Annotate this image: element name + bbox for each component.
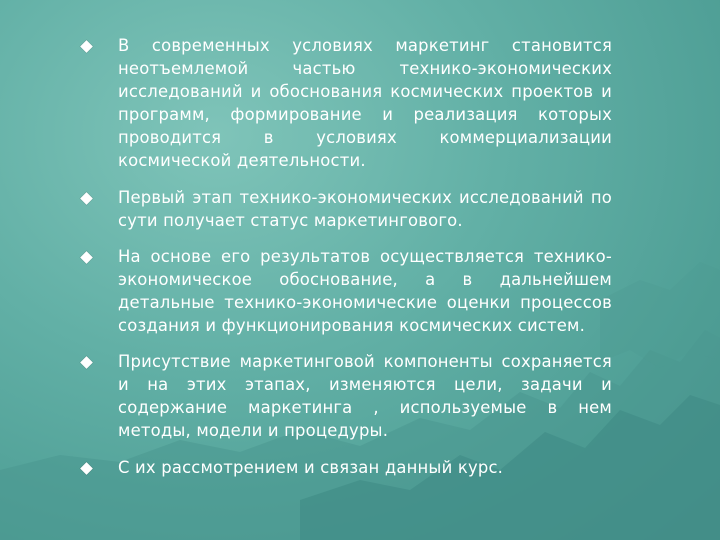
list-item [88,350,612,442]
bullet-text: Первый этап технико-экономических исследований по сути получает статус маркетингового. [118,187,612,230]
list-item [88,456,612,479]
bullet-text: В современных условиях маркетинг становится неотъемлемой частью технико-экономических исследований и обоснования космических проектов и программ, формирование и реализация которых проводится в условиях коммерциализации космической деятельности. [118,36,612,171]
bullet-text: Присутствие маркетинговой компоненты сохраняется и на этих этапах, изменяются цели, задачи и содержание маркетинга , используемые в нем методы, модели и процедуры. [118,352,612,441]
list-item [88,34,612,173]
list-item [88,186,612,232]
list-item [88,245,612,337]
bullet-list [88,34,612,492]
bullet-text: На основе его результатов осуществляется технико-экономическое обоснование, а в дальнейшем детальные технико-экономические оценки процессов создания и функционирования космических систем. [118,246,612,336]
bullet-text: С их рассмотрением и связан данный курс. [118,457,504,477]
